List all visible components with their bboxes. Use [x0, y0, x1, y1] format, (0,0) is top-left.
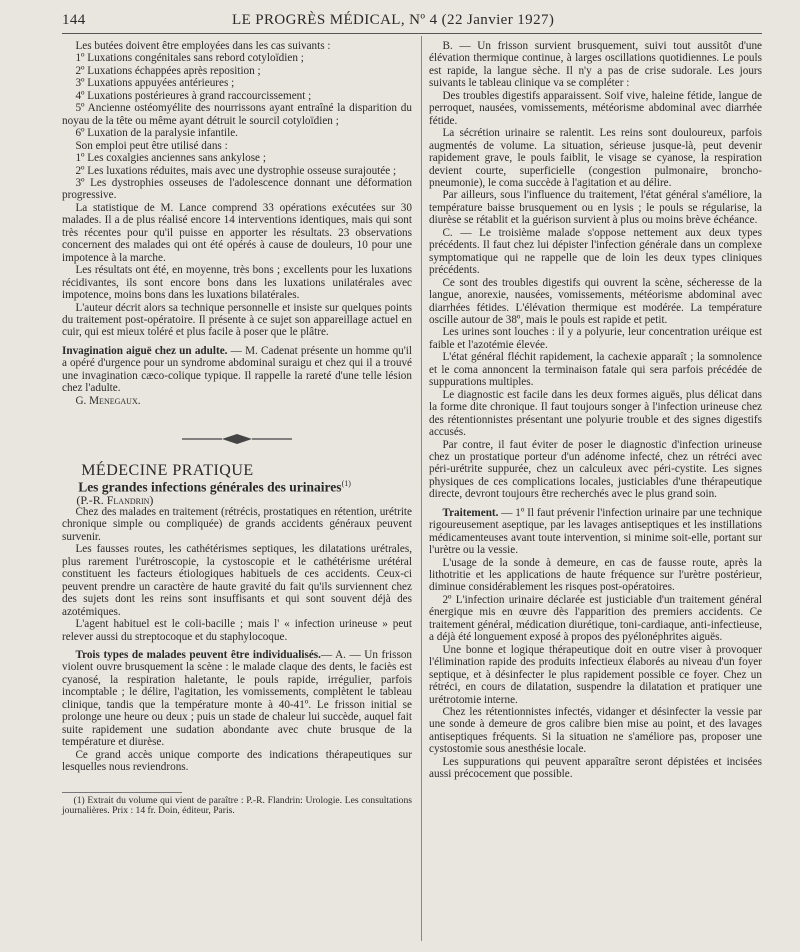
subheading: Trois types de malades peuvent être individualisés.: [75, 648, 321, 661]
paragraph: L'état général fléchit rapidement, la cachexie apparaît ; la somnolence et le coma annoncent la terminaison fatale qui sera parfois précédée de suppurations multiples.: [429, 351, 762, 389]
paragraph: L'agent habituel est le coli-bacille ; mais l' « infection urineuse » peut relever aussi du streptocoque et du staphylocoque.: [62, 618, 412, 643]
paragraph: [429, 507, 762, 557]
paragraph: Les résultats ont été, en moyenne, très bons ; excellents pour les luxations récidivantes, ils sont encore bons dans les luxations unilatérales avec impotence, moins bons dans les luxations bilatérales.: [62, 264, 412, 302]
paragraph: Son emploi peut être utilisé dans :: [75, 139, 228, 152]
list-item: 5º Ancienne ostéomyélite des nourrissons ayant entraîné la disparition du noyau de la tête ou même ayant détruit le sourcil cotyloïdien ;: [62, 102, 412, 127]
article-title: [62, 478, 412, 494]
right-column: [429, 40, 762, 781]
paragraph: Les suppurations qui peuvent apparaître seront dépistées et incisées aussi précocement que possible.: [429, 755, 762, 781]
paragraph-text: — A. — Un frisson violent ouvre brusquement la scène : le malade claque des dents, le faciès est cyanosé, la respiration haletante, le pouls rapide, irrégulier, parfois incomptable ; le délire, l'agitation, les vomissements, complètent le tableau clinique, tandis que la température monte à 40-41º. Le frisson initial se prolonge une heure ou deux ; puis un stade de chaleur lui succède, auquel fait suite rapidement une sudation abondante avec chute brusque de la température et diurèse.: [62, 648, 413, 749]
signature: G. Menegaux.: [75, 394, 141, 407]
column-divider: [421, 36, 422, 941]
footnote: (1) Extrait du volume qui vient de paraître : P.-R. Flandrin: Urologie. Les consultations journalières. Prix : 14 fr. Doin, éditeur, Paris.: [62, 794, 412, 817]
paragraph: B. — Un frisson survient brusquement, suivi tout aussitôt d'une élévation thermique continue, à larges oscillations quotidiennes. Le pouls est rapide, la langue sèche. Il n'y a pas de crise sudorale. Les jours suivants le tableau clinique va se compléter :: [429, 40, 762, 90]
paragraph: La statistique de M. Lance comprend 33 opérations exécutées sur 30 malades. Il a de plus réalisé encore 14 interventions identiques, mais qui sont très récentes pour qu'il puisse en apporter les résultats. 23 observations concernent des malades qui ont été opérés à cause de douleurs, 10 pour une impotence à la marche.: [62, 201, 412, 264]
header-rule: [62, 33, 762, 34]
paragraph: Par contre, il faut éviter de poser le diagnostic d'infection urineuse chez un prostatique porteur d'un adénome infecté, chez un rétréci avec péri-urétrite suppurée, chez un calculeux avec péri-cystite. Les signes physiques de ces complications locales, justiciables d'une thérapeutique directe, devront toujours être recherchés avec le plus grand soin.: [429, 438, 762, 501]
paragraph: Le diagnostic est facile dans les deux formes aiguës, plus délicat dans la forme dite chronique. Il faut toujours songer à l'infection urineuse chez des rétentionnistes présentant une polyurie trouble et des signes digestifs accusés.: [429, 388, 762, 439]
paragraph: C. — Le troisième malade s'oppose nettement aux deux types précédents. Il faut chez lui dépister l'infection générale dans un complexe symptomatique qui ne rappelle que de loin les deux types cliniques précédents.: [429, 226, 762, 277]
list-item: 1º Les coxalgies anciennes sans ankylose ;: [75, 152, 266, 165]
paragraph: Une bonne et logique thérapeutique doit en outre viser à provoquer l'élimination rapide des produits infectieux élaborés au niveau d'un foyer septique, et à désinfecter le plus rapidement possible ce foyer. Chez un rétréci, en cours de dilatation, suspendre la dilatation et pratiquer une urétrotomie interne.: [429, 643, 762, 706]
paragraph: Les urines sont louches : il y a polyurie, leur concentration uréique est faible et l'azotémie élevée.: [429, 326, 762, 351]
article-title-text: Les grandes infections générales des urinaires: [78, 479, 342, 495]
paragraph: Des troubles digestifs apparaissent. Soif vive, haleine fétide, langue de perroquet, nausées, vomissements, météorisme abdominal avec diarrhée fétide.: [429, 89, 762, 127]
page-number: 144: [62, 12, 86, 28]
paragraph: [62, 345, 412, 395]
paragraph: 2º L'infection urinaire déclarée est justiciable d'un traitement général énergique mis en œuvre dès l'apparition des premiers accidents. Ce traitement général, médication diurétique, toni-cardiaque, anti-infectieuse, a déjà été longuement exposé à propos des pyélonéphrites aiguës.: [429, 593, 762, 644]
list-item: 2º Luxations échappées après reposition ;: [75, 64, 261, 77]
page-header: [62, 12, 762, 32]
list-item: 6º Luxation de la paralysie infantile.: [75, 127, 238, 140]
paragraph-text: — 1º Il faut prévenir l'infection urinaire par une technique rigoureusement aseptique, par les lavages antiseptiques et les instillations médicamenteuses avant toute intervention, si minime soit-elle, portant sur l'urètre ou la vessie.: [429, 506, 762, 557]
paragraph: L'usage de la sonde à demeure, en cas de fausse route, après la lithotritie et les applications de haute fréquence sur l'urètre postérieur, diminue considérablement les risques post-opératoires.: [429, 556, 762, 594]
paragraph: Chez des malades en traitement (rétrécis, prostatiques en rétention, urétrite chronique simple ou compliquée) de grands accidents généraux peuvent survenir.: [62, 506, 412, 543]
paragraph-text: — M. Cadenat présente un homme qu'il a opéré d'urgence pour un syndrome abdominal suraigu et chez qui il a trouvé une invagination cæco-colique typique. Il rappelle la rareté d'une telle lésion chez l'adulte.: [62, 344, 412, 395]
left-column: [62, 40, 412, 817]
list-item: 1º Luxations congénitales sans rebord cotyloïdien ;: [75, 52, 304, 65]
paragraph: Les fausses routes, les cathétérismes septiques, les dilatations urétrales, plus rarement l'urétroscopie, la cystoscopie et le cathétérisme urétéral constituent les facteurs étiologiques habituels de ces accidents. Ceux-ci peuvent prendre un caractère de haute gravité du fait qu'ils surviennent chez des sujets dont les reins sont insuffisants et qui sont souvent déjà des azotémiques.: [62, 543, 412, 618]
subheading: Traitement.: [442, 506, 499, 519]
section-title: MÉDECINE PRATIQUE: [81, 462, 254, 480]
footnote-rule: [62, 792, 182, 793]
subheading: Invagination aiguë chez un adulte.: [62, 344, 228, 357]
paragraph: Ce grand accès unique comporte des indications thérapeutiques sur lesquelles nous reviendrons.: [62, 748, 412, 774]
footnote-ref: (1): [341, 478, 351, 488]
article-author: (P.-R. Flandrin): [76, 492, 154, 507]
ornament-divider: [62, 427, 412, 451]
paragraph: Chez les rétentionnistes infectés, vidanger et désinfecter la vessie par une sonde à demeure de gros calibre bien mise au point, et des lavages antiseptiques fréquents. Si la situation ne s'améliore pas, proposer une cystostomie sous anesthésie locale.: [429, 706, 762, 756]
list-item: 4º Luxations postérieures à grand raccourcissement ;: [75, 89, 312, 102]
paragraph: L'auteur décrit alors sa technique personnelle et insiste sur quelques points du traitement post-opératoire. Il présente à ce sujet son appareillage actuel en cuir, qui est mieux toléré et plus facile à poser que le plâtre.: [62, 301, 412, 339]
paragraph: [62, 649, 412, 749]
list-item: 3º Luxations appuyées antérieures ;: [75, 77, 235, 90]
ornament-icon: [182, 432, 292, 446]
paragraph: Ce sont des troubles digestifs qui ouvrent la scène, sécheresse de la langue, anorexie, nausées, vomissements, météorisme abdominal avec diarrhées fétides. L'élévation thermique est modérée. La température oscille autour de 38º, mais le pouls est rapide et petit.: [429, 276, 762, 326]
list-item: 3º Les dystrophies osseuses de l'adolescence donnant une déformation progressive.: [62, 176, 412, 202]
paragraph: Par ailleurs, sous l'influence du traitement, l'état général s'améliore, la température baisse brusquement ou en lysis ; le pouls se régularise, la diurèse se rétablit et la guérison survient à plus ou moins brève échéance.: [429, 189, 762, 227]
paragraph: Les butées doivent être employées dans les cas suivants :: [75, 40, 331, 52]
list-item: 2º Les luxations réduites, mais avec une dystrophie osseuse surajoutée ;: [75, 164, 397, 177]
running-title: LE PROGRÈS MÉDICAL, Nº 4 (22 Janvier 1927): [232, 12, 555, 28]
paragraph: La sécrétion urinaire se ralentit. Les reins sont douloureux, parfois augmentés de volume. La situation, sérieuse jusque-là, peut devenir rapidement grave, le pouls faiblit, le visage se cyanose, la respiration devient courte, superficielle (congestion pulmonaire, broncho-pneumonie), le coma succède à l'agitation et au délire.: [429, 127, 762, 189]
